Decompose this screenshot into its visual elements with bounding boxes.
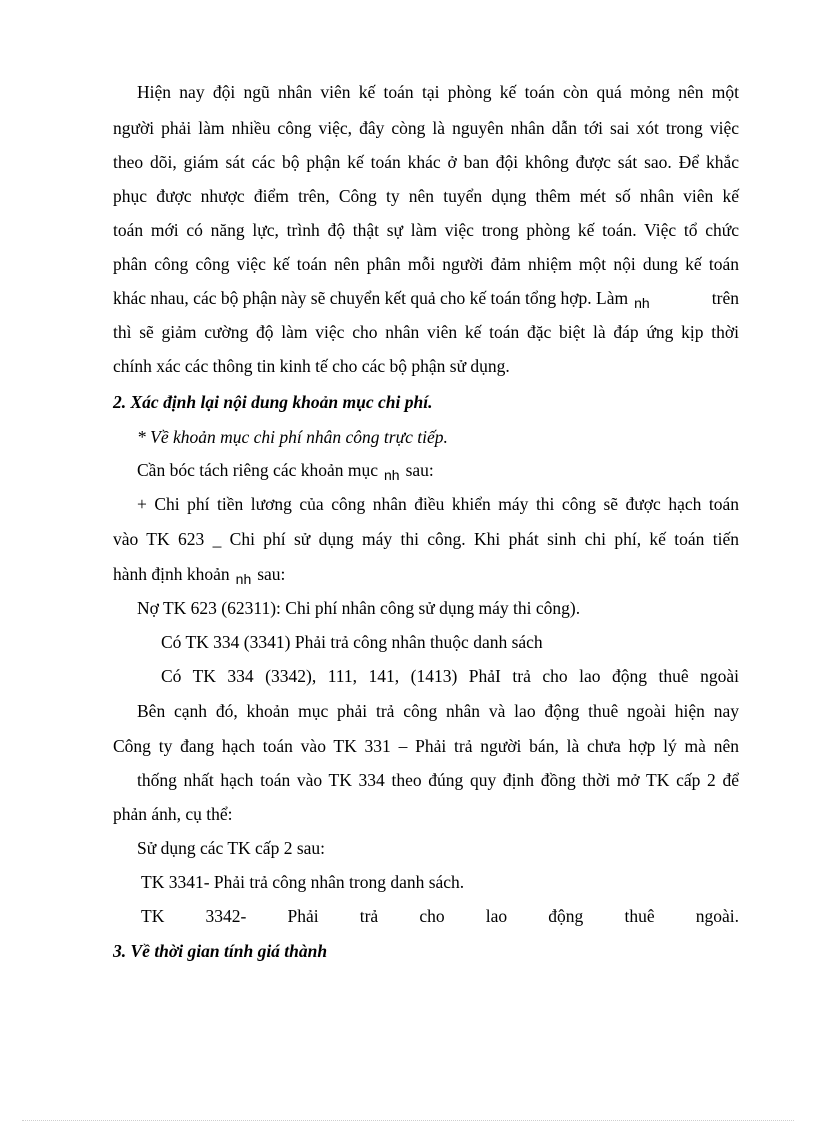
paragraph2-line3: thống nhất hạch toán vào TK 334 theo đúng quy định đồng thời mở TK cấp 2 để bbox=[137, 770, 739, 790]
account-3341: TK 3341- Phải trả công nhân trong danh sách. bbox=[141, 872, 465, 892]
page-bottom-rule bbox=[22, 1120, 794, 1121]
abbreviation-nh: nh bbox=[235, 571, 252, 587]
entry-credit-1: Có TK 334 (3341) Phải trả công nhân thuộc danh sách bbox=[161, 632, 543, 652]
line-separate-text: Cần bóc tách riêng các khoản mục bbox=[137, 460, 379, 480]
line-separate-end: sau: bbox=[405, 460, 434, 480]
paragraph1-line8: thì sẽ giảm cường độ làm việc cho nhân viên kế toán đặc biệt là đáp ứng kịp thời bbox=[113, 322, 739, 342]
paragraph1-line9: chính xác các thông tin kinh tế cho các bộ phận sử dụng. bbox=[113, 356, 510, 376]
section-heading-2: 2. Xác định lại nội dung khoản mục chi phí. bbox=[113, 392, 433, 412]
bullet1-line1: + Chi phí tiền lương của công nhân điều khiển máy thi công sẽ được hạch toán bbox=[137, 494, 739, 514]
bullet1-line3-end: sau: bbox=[257, 564, 286, 584]
line-separate-items bbox=[137, 458, 763, 483]
paragraph2-line4: phản ánh, cụ thể: bbox=[113, 804, 233, 824]
paragraph2-line1: Bên cạnh đó, khoản mục phải trả công nhân và lao động thuê ngoài hiện nay bbox=[137, 701, 739, 721]
abbreviation-nh: nh bbox=[634, 295, 650, 311]
paragraph1-line7 bbox=[113, 286, 739, 311]
paragraph1-line6: phân công công việc kế toán nên phân mỗi người đảm nhiệm một nội dung kế toán bbox=[113, 254, 739, 274]
account-3342: TK 3342- Phải trả cho lao động thuê ngoài. bbox=[141, 906, 739, 926]
entry-debit: Nợ TK 623 (62311): Chi phí nhân công sử dụng máy thi công). bbox=[137, 598, 581, 618]
paragraph1-line2: người phải làm nhiều công việc, đây còng là nguyên nhân dẫn tới sai xót trong việc bbox=[113, 118, 739, 138]
subheading-direct-labor: * Về khoản mục chi phí nhân công trực tiếp. bbox=[137, 427, 448, 447]
use-level2-accounts: Sử dụng các TK cấp 2 sau: bbox=[137, 838, 326, 858]
abbreviation-nh: nh bbox=[384, 467, 400, 483]
bullet1-line3 bbox=[113, 562, 739, 587]
bullet1-line3-text: hành định khoản bbox=[113, 564, 230, 584]
paragraph1-line3: theo dõi, giám sát các bộ phận kế toán khác ở ban đội không được sát sao. Để khắc bbox=[113, 152, 739, 172]
paragraph1-line7-end: trên bbox=[711, 288, 739, 308]
paragraph1-line5: toán mới có năng lực, trình độ thật sự làm việc trong phòng kế toán. Việc tổ chức bbox=[113, 220, 739, 240]
entry-credit-2: Có TK 334 (3342), 111, 141, (1413) PhảI trả cho lao động thuê ngoài bbox=[161, 666, 739, 686]
section-heading-3: 3. Về thời gian tính giá thành bbox=[113, 941, 328, 961]
paragraph1-line4: phục được nhược điểm trên, Công ty nên tuyển dụng thêm mét số nhân viên kế bbox=[113, 186, 739, 206]
paragraph1-line1: Hiện nay đội ngũ nhân viên kế toán tại phòng kế toán còn quá mỏng nên một bbox=[137, 82, 739, 102]
paragraph2-line2: Công ty đang hạch toán vào TK 331 – Phải trả người bán, là chưa hợp lý mà nên bbox=[113, 736, 739, 756]
bullet1-line2: vào TK 623 _ Chi phí sử dụng máy thi công. Khi phát sinh chi phí, kế toán tiến bbox=[113, 529, 739, 549]
paragraph1-line7-text: khác nhau, các bộ phận này sẽ chuyển kết quả cho kế toán tổng hợp. Làm bbox=[113, 288, 629, 308]
